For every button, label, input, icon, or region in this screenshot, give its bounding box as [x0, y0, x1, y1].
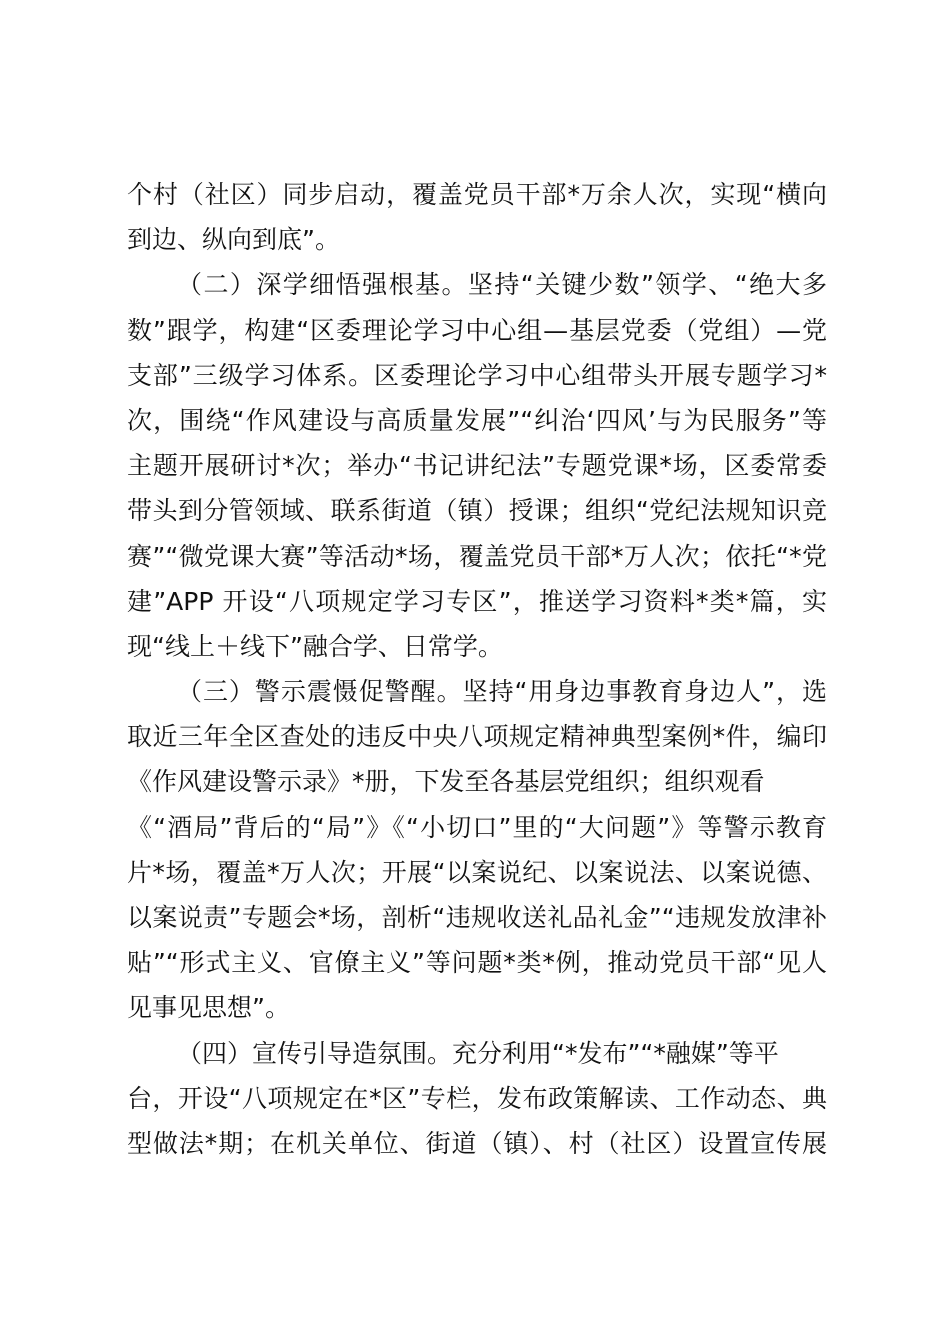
text-line: 支部”三级学习体系。区委理论学习中心组带头开展专题学习* [127, 360, 827, 390]
text-line: 《“酒局”背后的“局”》《“小切口”里的“大问题”》等警示教育 [127, 812, 827, 842]
paragraph-section-4 [127, 1031, 827, 1167]
text-line: （三）警示震慑促警醒。坚持“用身边事教育身边人”，选 [177, 677, 827, 707]
text-line: 建”APP 开设“八项规定学习专区”，推送学习资料*类*篇，实 [127, 586, 827, 616]
text-line: 台，开设“八项规定在*区”专栏，发布政策解读、工作动态、典 [127, 1083, 827, 1113]
text-line: （二）深学细悟强根基。坚持“关键少数”领学、“绝大多 [177, 270, 827, 300]
document-page [127, 172, 827, 1166]
text-line: 数”跟学，构建“区委理论学习中心组—基层党委（党组）—党 [127, 315, 827, 345]
text-line: 《作风建设警示录》*册，下发至各基层党组织；组织观看 [127, 767, 765, 797]
text-line: 到边、纵向到底”。 [127, 225, 340, 255]
text-line: 主题开展研讨*次；举办“书记讲纪法”专题党课*场，区委常委 [127, 451, 827, 481]
text-line: 取近三年全区查处的违反中央八项规定精神典型案例*件，编印 [127, 722, 827, 752]
text-line: 带头到分管领域、联系街道（镇）授课；组织“党纪法规知识竞 [127, 496, 827, 526]
text-line: 贴”“形式主义、官僚主义”等问题*类*例，推动党员干部“见人 [127, 948, 827, 978]
paragraph-continuation [127, 172, 827, 262]
text-line: 片*场，覆盖*万人次；开展“以案说纪、以案说法、以案说德、 [127, 857, 827, 887]
paragraph-section-3 [127, 669, 827, 1031]
text-line: 以案说责”专题会*场，剖析“违规收送礼品礼金”“违规发放津补 [127, 903, 827, 932]
text-line: 见事见思想”。 [127, 993, 290, 1023]
text-line: 次，围绕“作风建设与高质量发展”“纠治‘四风’与为民服务”等 [127, 405, 827, 435]
text-line: （四）宣传引导造氛围。充分利用“*发布”“*融媒”等平 [177, 1038, 779, 1068]
text-line: 型做法*期；在机关单位、街道（镇）、村（社区）设置宣传展 [127, 1128, 827, 1158]
paragraph-section-2 [127, 262, 827, 669]
text-line: 现“线上＋线下”融合学、日常学。 [127, 631, 503, 661]
text-line: 赛”“微党课大赛”等活动*场，覆盖党员干部*万人次；依托“*党 [127, 541, 827, 571]
text-line: 个村（社区）同步启动，覆盖党员干部*万余人次，实现“横向 [127, 180, 827, 209]
